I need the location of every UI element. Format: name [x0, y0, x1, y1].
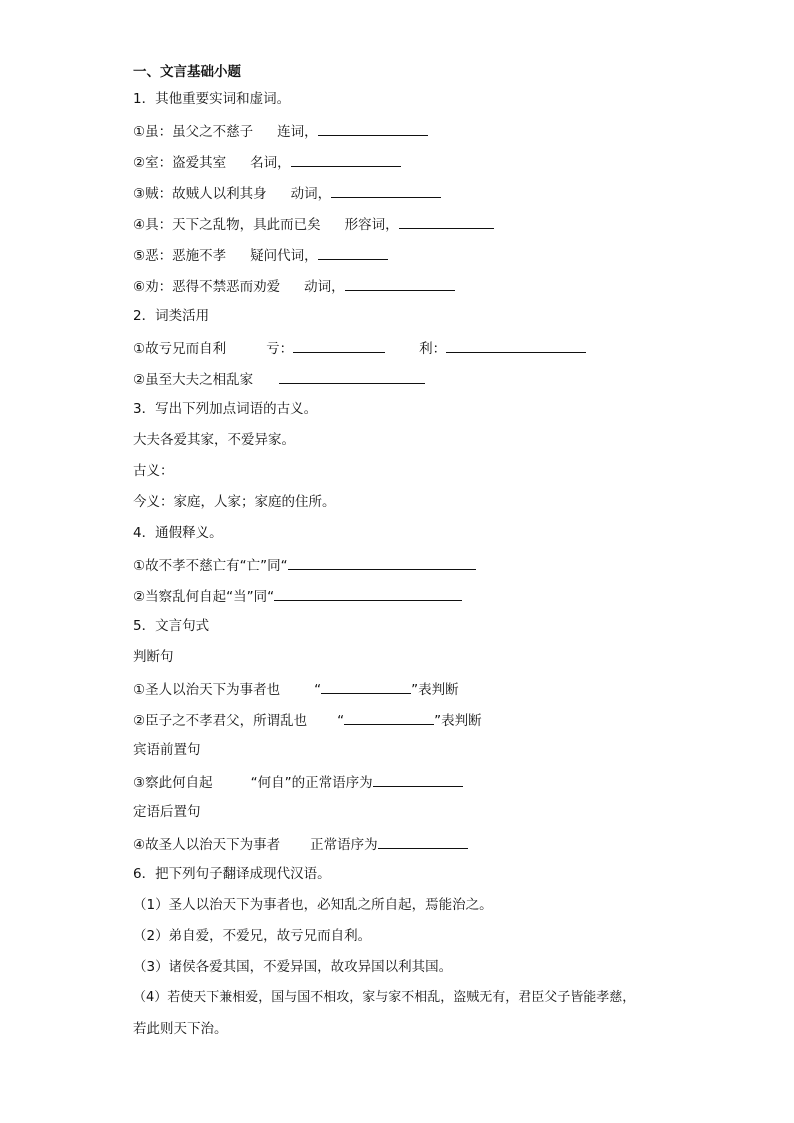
answer-blank[interactable] — [318, 121, 428, 136]
q1-item-5-type: 疑问代词， — [250, 248, 318, 264]
q5-item-3 — [133, 772, 463, 792]
q1-item-3 — [133, 183, 441, 203]
answer-blank[interactable] — [318, 245, 388, 260]
q2-item-1-text: ①故亏兄而自利 — [133, 341, 227, 357]
q4-item-1-text: ①故不孝不慈亡有“亡”同“ — [133, 558, 288, 574]
q5-item-1-quote: “ — [314, 682, 322, 698]
q1-item-4-type: 形容词， — [344, 217, 399, 233]
q5-item-2 — [133, 710, 482, 730]
answer-blank[interactable] — [399, 214, 494, 229]
q5-sub-1: 判断句 — [133, 649, 174, 665]
q3-gu-label: 古义： — [133, 463, 174, 479]
q5-sub-3: 定语后置句 — [133, 804, 201, 820]
q1-item-5 — [133, 245, 388, 265]
q4-item-1 — [133, 555, 476, 575]
answer-blank[interactable] — [321, 679, 411, 694]
q1-item-3-text: ③贼：故贼人以利其身 — [133, 186, 267, 202]
section-title: 一、文言基础小题 — [133, 64, 241, 80]
q4-item-2-text: ②当察乱何自起“当”同“ — [133, 589, 275, 605]
q5-item-3-text: ③察此何自起 — [133, 775, 213, 791]
answer-blank[interactable] — [288, 555, 476, 570]
q6-item-4-cont: 若此则天下治。 — [133, 1021, 228, 1037]
answer-blank[interactable] — [279, 369, 425, 384]
q1-item-4 — [133, 214, 494, 234]
q5-item-3-tail: “何自”的正常语序为 — [250, 775, 373, 791]
answer-blank[interactable] — [345, 276, 455, 291]
q5-heading: 5．文言句式 — [133, 618, 210, 634]
q6-item-2: （2）弟自爱，不爱兄，故亏兄而自利。 — [133, 928, 372, 944]
q6-heading: 6．把下列句子翻译成现代汉语。 — [133, 866, 331, 882]
answer-blank[interactable] — [373, 772, 463, 787]
answer-blank[interactable] — [331, 183, 441, 198]
q5-item-1-text: ①圣人以治天下为事者也 — [133, 682, 281, 698]
answer-blank[interactable] — [378, 834, 468, 849]
q1-item-6 — [133, 276, 455, 296]
q5-item-4-text: ④故圣人以治天下为事者 — [133, 837, 281, 853]
q4-item-2 — [133, 586, 462, 606]
answer-blank[interactable] — [344, 710, 434, 725]
q1-item-1-type: 连词， — [277, 124, 318, 140]
q2-item-1 — [133, 338, 586, 358]
q1-item-3-type: 动词， — [290, 186, 332, 202]
q1-item-5-text: ⑤恶：恶施不孝 — [133, 248, 227, 264]
q4-heading: 4．通假释义。 — [133, 525, 223, 541]
q1-item-2-type: 名词， — [250, 155, 291, 171]
q1-item-6-text: ⑥劝：恶得不禁恶而劝爱 — [133, 279, 281, 295]
q1-item-1 — [133, 121, 428, 141]
q2-item-1-label-a: 亏： — [266, 341, 294, 357]
q5-item-2-quote: “ — [337, 713, 345, 729]
q1-item-1-text: ①虽：虽父之不慈子 — [133, 124, 254, 140]
q5-item-4-tail: 正常语序为 — [310, 837, 378, 853]
q6-item-1: （1）圣人以治天下为事者也，必知乱之所自起，焉能治之。 — [133, 897, 493, 913]
answer-blank[interactable] — [446, 338, 586, 353]
q3-heading: 3．写出下列加点词语的古义。 — [133, 401, 318, 417]
q5-item-1-tail: ”表判断 — [411, 682, 459, 698]
q6-item-3: （3）诸侯各爱其国，不爱异国，故攻异国以利其国。 — [133, 959, 453, 975]
q5-sub-2: 宾语前置句 — [133, 742, 201, 758]
answer-blank[interactable] — [274, 586, 462, 601]
q6-item-4: （4）若使天下兼相爱，国与国不相攻，家与家不相乱，盗贼无有，君臣父子皆能孝慈， — [133, 990, 636, 1005]
q1-heading: 1．其他重要实词和虚词。 — [133, 91, 291, 107]
q1-item-2-text: ②室：盗爱其室 — [133, 155, 227, 171]
q1-item-6-type: 动词， — [304, 279, 345, 295]
q3-jin: 今义：家庭，人家；家庭的住所。 — [133, 494, 336, 510]
q2-item-2 — [133, 369, 425, 389]
q5-item-2-tail: ”表判断 — [434, 713, 482, 729]
q1-item-2 — [133, 152, 401, 172]
answer-blank[interactable] — [293, 338, 385, 353]
q2-item-2-text: ②虽至大夫之相乱家 — [133, 372, 254, 388]
q3-sentence: 大夫各爱其家，不爱异家。 — [133, 432, 295, 448]
q1-item-4-text: ④具：天下之乱物，具此而已矣 — [133, 217, 321, 233]
answer-blank[interactable] — [291, 152, 401, 167]
q5-item-2-text: ②臣子之不孝君父，所谓乱也 — [133, 713, 308, 729]
q2-item-1-label-b: 利： — [419, 341, 447, 357]
q5-item-1 — [133, 679, 459, 699]
q2-heading: 2．词类活用 — [133, 308, 210, 324]
q5-item-4 — [133, 834, 468, 854]
